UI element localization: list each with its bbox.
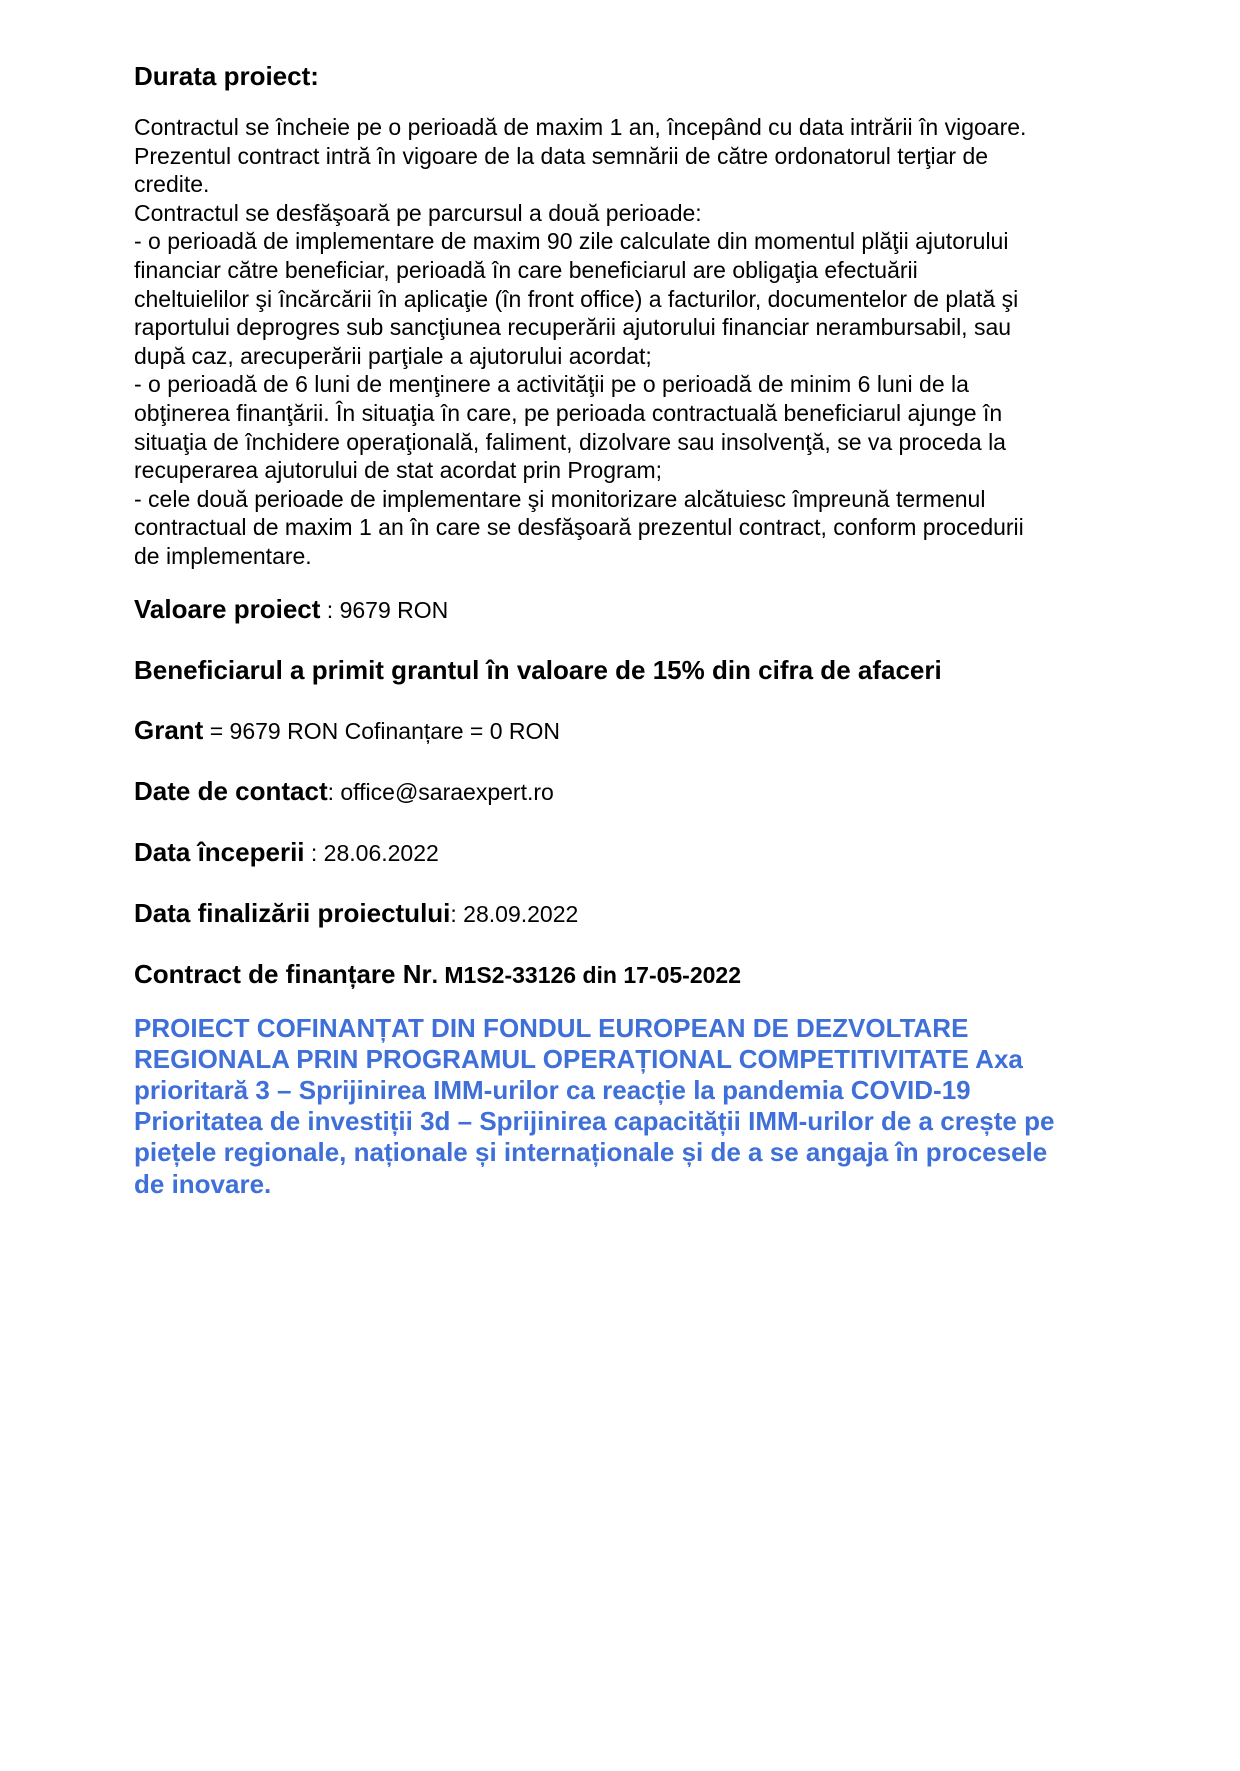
contact-value: : office@saraexpert.ro (327, 778, 554, 805)
duration-line: obţinerea finanţării. În situaţia în care, pe perioada contractuală beneficiarul ajunge în (134, 399, 1003, 426)
duration-line: contractual de maxim 1 an în care se desfăşoară prezentul contract, conform procedurii (134, 514, 1024, 541)
duration-line: recuperarea ajutorului de stat acordat prin Program; (134, 457, 663, 484)
financing-contract-row (134, 958, 1114, 991)
duration-line: Contractul se încheie pe o perioadă de maxim 1 an, începând cu data intrării în vigoare. (134, 114, 1027, 140)
financing-contract-value: . M1S2-33126 din 17-05-2022 (431, 961, 742, 988)
funding-notice-line: piețele regionale, naționale și internaționale și de a se angaja în procesele (134, 1137, 1048, 1168)
funding-notice-line: REGIONALA PRIN PROGRAMUL OPERAȚIONAL COMPETITIVITATE Axa (134, 1043, 1023, 1074)
start-date-value: : 28.06.2022 (304, 839, 439, 866)
duration-description (134, 113, 1114, 571)
grant-label: Grant (134, 714, 204, 745)
end-date-label: Data finalizării proiectului (134, 897, 451, 928)
project-value-label: Valoare proiect (134, 593, 321, 624)
project-value-value: : 9679 RON (320, 596, 449, 623)
grant-statement: Beneficiarul a primit grantul în valoare de 15% din cifra de afaceri (134, 654, 942, 685)
duration-line: - o perioadă de implementare de maxim 90 zile calculate din momentul plăţii ajutorului (134, 228, 1009, 255)
contact-label: Date de contact (134, 775, 328, 806)
duration-line: de implementare. (134, 542, 312, 569)
duration-line: - o perioadă de 6 luni de menţinere a activităţii pe o perioadă de minim 6 luni de la (134, 371, 969, 398)
project-value-row (134, 593, 1114, 626)
duration-line: Prezentul contract intră în vigoare de la data semnării de către ordonatorul terţiar de (134, 142, 989, 169)
funding-notice-line: Prioritatea de investiții 3d – Sprijinirea capacității IMM-urilor de a crește pe (134, 1106, 1055, 1137)
duration-line: financiar către beneficiar, perioadă în care beneficiarul are obligaţia efectuării (134, 256, 918, 283)
funding-notice-line: prioritară 3 – Sprijinirea IMM-urilor ca reacție la pandemia COVID-19 (134, 1074, 971, 1105)
duration-heading: Durata proiect: (134, 61, 319, 91)
duration-line: credite. (134, 171, 210, 198)
document-page (134, 60, 1114, 1200)
duration-line: - cele două perioade de implementare şi monitorizare alcătuiesc împreună termenul (134, 485, 986, 512)
end-date-row (134, 897, 1114, 930)
funding-notice-line: PROIECT COFINANȚAT DIN FONDUL EUROPEAN DE DEZVOLTARE (134, 1012, 969, 1043)
duration-line: cheltuielilor şi încărcării în aplicaţie (în front office) a facturilor, documentelor de plată şi (134, 285, 1019, 312)
duration-line: după caz, arecuperării parţiale a ajutorului acordat; (134, 342, 652, 369)
financing-contract-label: Contract de finanțare Nr (134, 958, 432, 989)
funding-notice-line: de inovare. (134, 1168, 272, 1199)
start-date-row (134, 836, 1114, 869)
duration-line: raportului deprogres sub sancţiunea recuperării ajutorului financiar nerambursabil, sau (134, 314, 1012, 341)
funding-notice (134, 1013, 1114, 1200)
start-date-label: Data începerii (134, 836, 305, 867)
duration-line: Contractul se desfăşoară pe parcursul a două perioade: (134, 199, 702, 226)
end-date-value: : 28.09.2022 (450, 900, 579, 927)
grant-row (134, 714, 1114, 747)
contact-row (134, 775, 1114, 808)
duration-line: situaţia de închidere operaţională, faliment, dizolvare sau insolvenţă, se va proceda la (134, 428, 1006, 455)
grant-value: = 9679 RON Cofinanțare = 0 RON (203, 717, 561, 744)
